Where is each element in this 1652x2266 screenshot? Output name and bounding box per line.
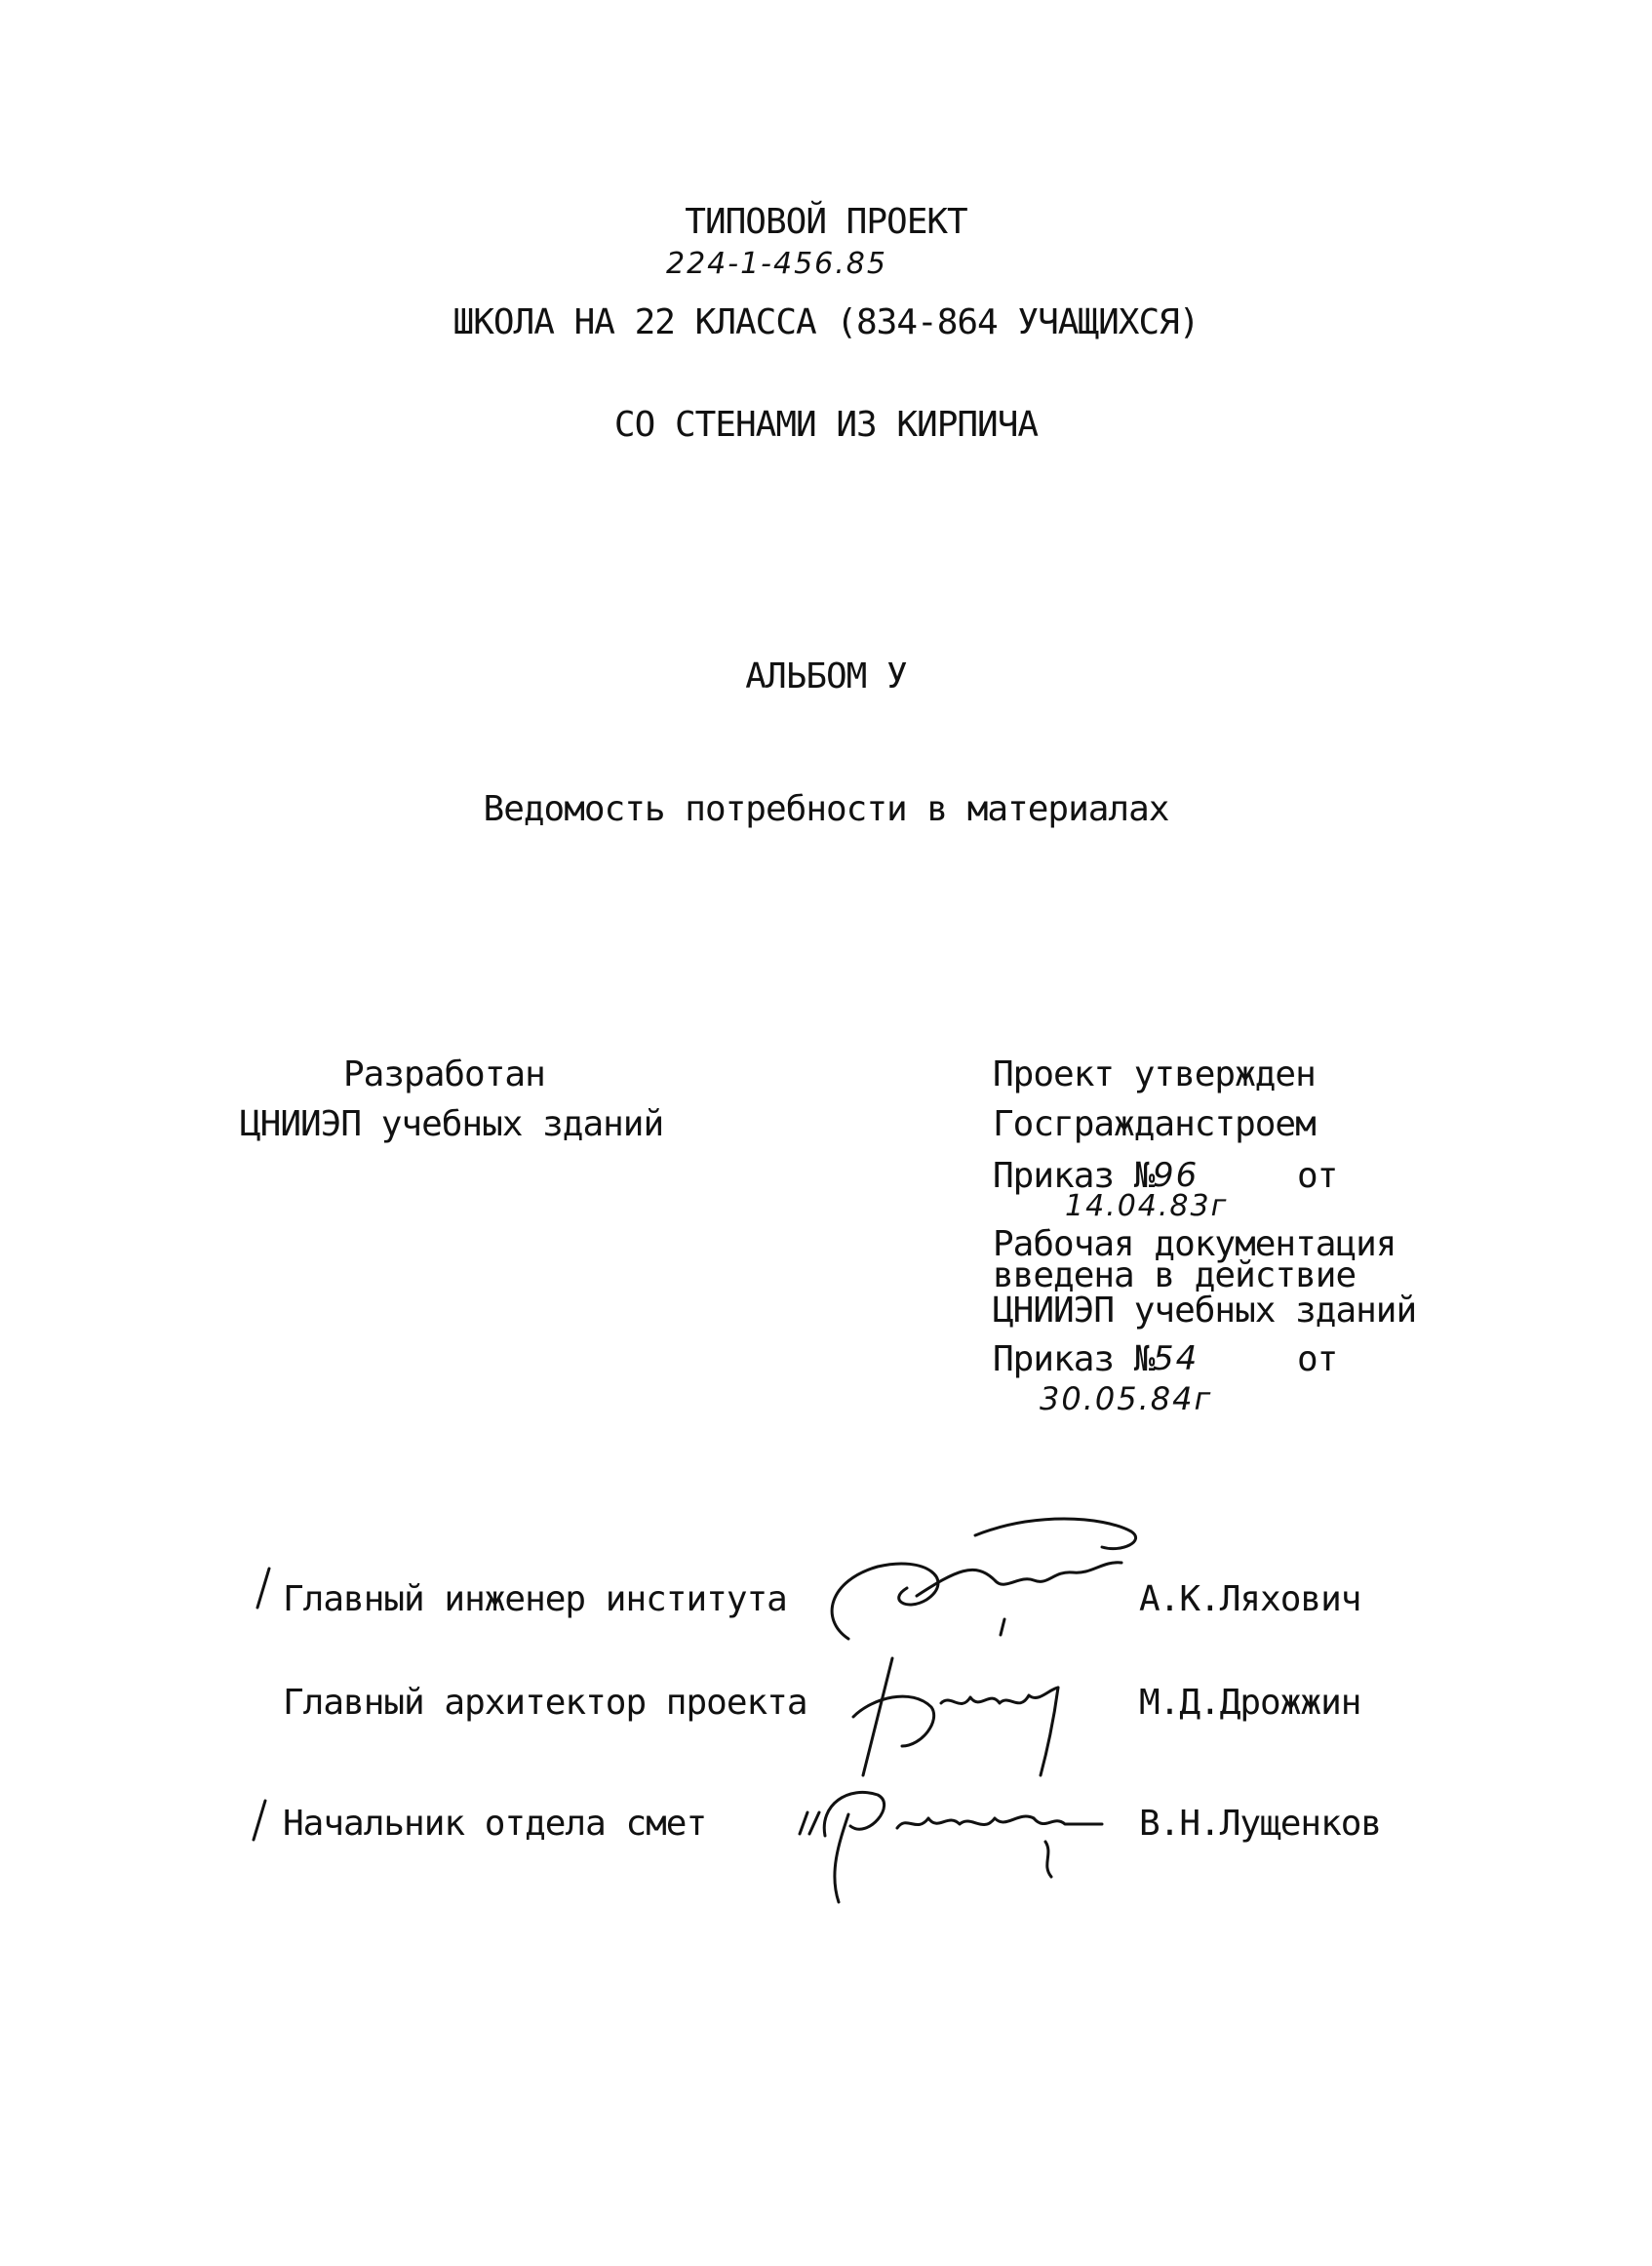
signature-role-1: Главный инженер института	[283, 1579, 787, 1619]
signature-role-3: Начальник отдела смет	[283, 1804, 707, 1844]
order1-date: 14.04.83г	[1065, 1189, 1229, 1223]
signature-icon	[790, 1756, 1121, 1902]
signature-name-2: М.Д.Дрожжин	[1139, 1683, 1361, 1723]
approval-line1: Проект утвержден	[993, 1054, 1316, 1094]
order2-number: 54	[1153, 1339, 1200, 1378]
approval-line4: введена в действие	[993, 1255, 1357, 1295]
signature-name-1: А.К.Ляхович	[1139, 1579, 1361, 1619]
order1-label: Приказ №	[993, 1156, 1155, 1196]
developer-label: Разработан	[343, 1054, 545, 1094]
signature-icon	[809, 1502, 1180, 1639]
signature-name-3: В.Н.Лущенков	[1139, 1804, 1382, 1844]
album-label: АЛЬБОМ У	[745, 656, 907, 696]
approval-line2: Госгражданстроем	[993, 1104, 1316, 1144]
approval-line3: Рабочая документация	[993, 1224, 1396, 1264]
document-subject: Ведомость потребности в материалах	[483, 789, 1169, 829]
approval-line5: ЦНИИЭП учебных зданий	[993, 1291, 1417, 1331]
project-number: 224-1-456.85	[666, 247, 887, 281]
signature-role-2: Главный архитектор проекта	[283, 1683, 807, 1723]
project-type: ТИПОВОЙ ПРОЕКТ	[685, 202, 967, 242]
document-title-line2: СО СТЕНАМИ ИЗ КИРПИЧА	[613, 405, 1039, 445]
order1-number: 96	[1153, 1156, 1200, 1195]
order1-from: от	[1297, 1156, 1338, 1196]
developer-organization: ЦНИИЭП учебных зданий	[240, 1104, 664, 1144]
order2-label: Приказ №	[993, 1339, 1155, 1379]
document-title-line1: ШКОЛА НА 22 КЛАССА (834-864 УЧАЩИХСЯ)	[452, 302, 1200, 342]
order2-from: от	[1297, 1339, 1338, 1379]
order2-date: 30.05.84г	[1040, 1380, 1213, 1417]
tick-mark-icon	[244, 1797, 273, 1846]
tick-mark-icon	[248, 1565, 277, 1613]
